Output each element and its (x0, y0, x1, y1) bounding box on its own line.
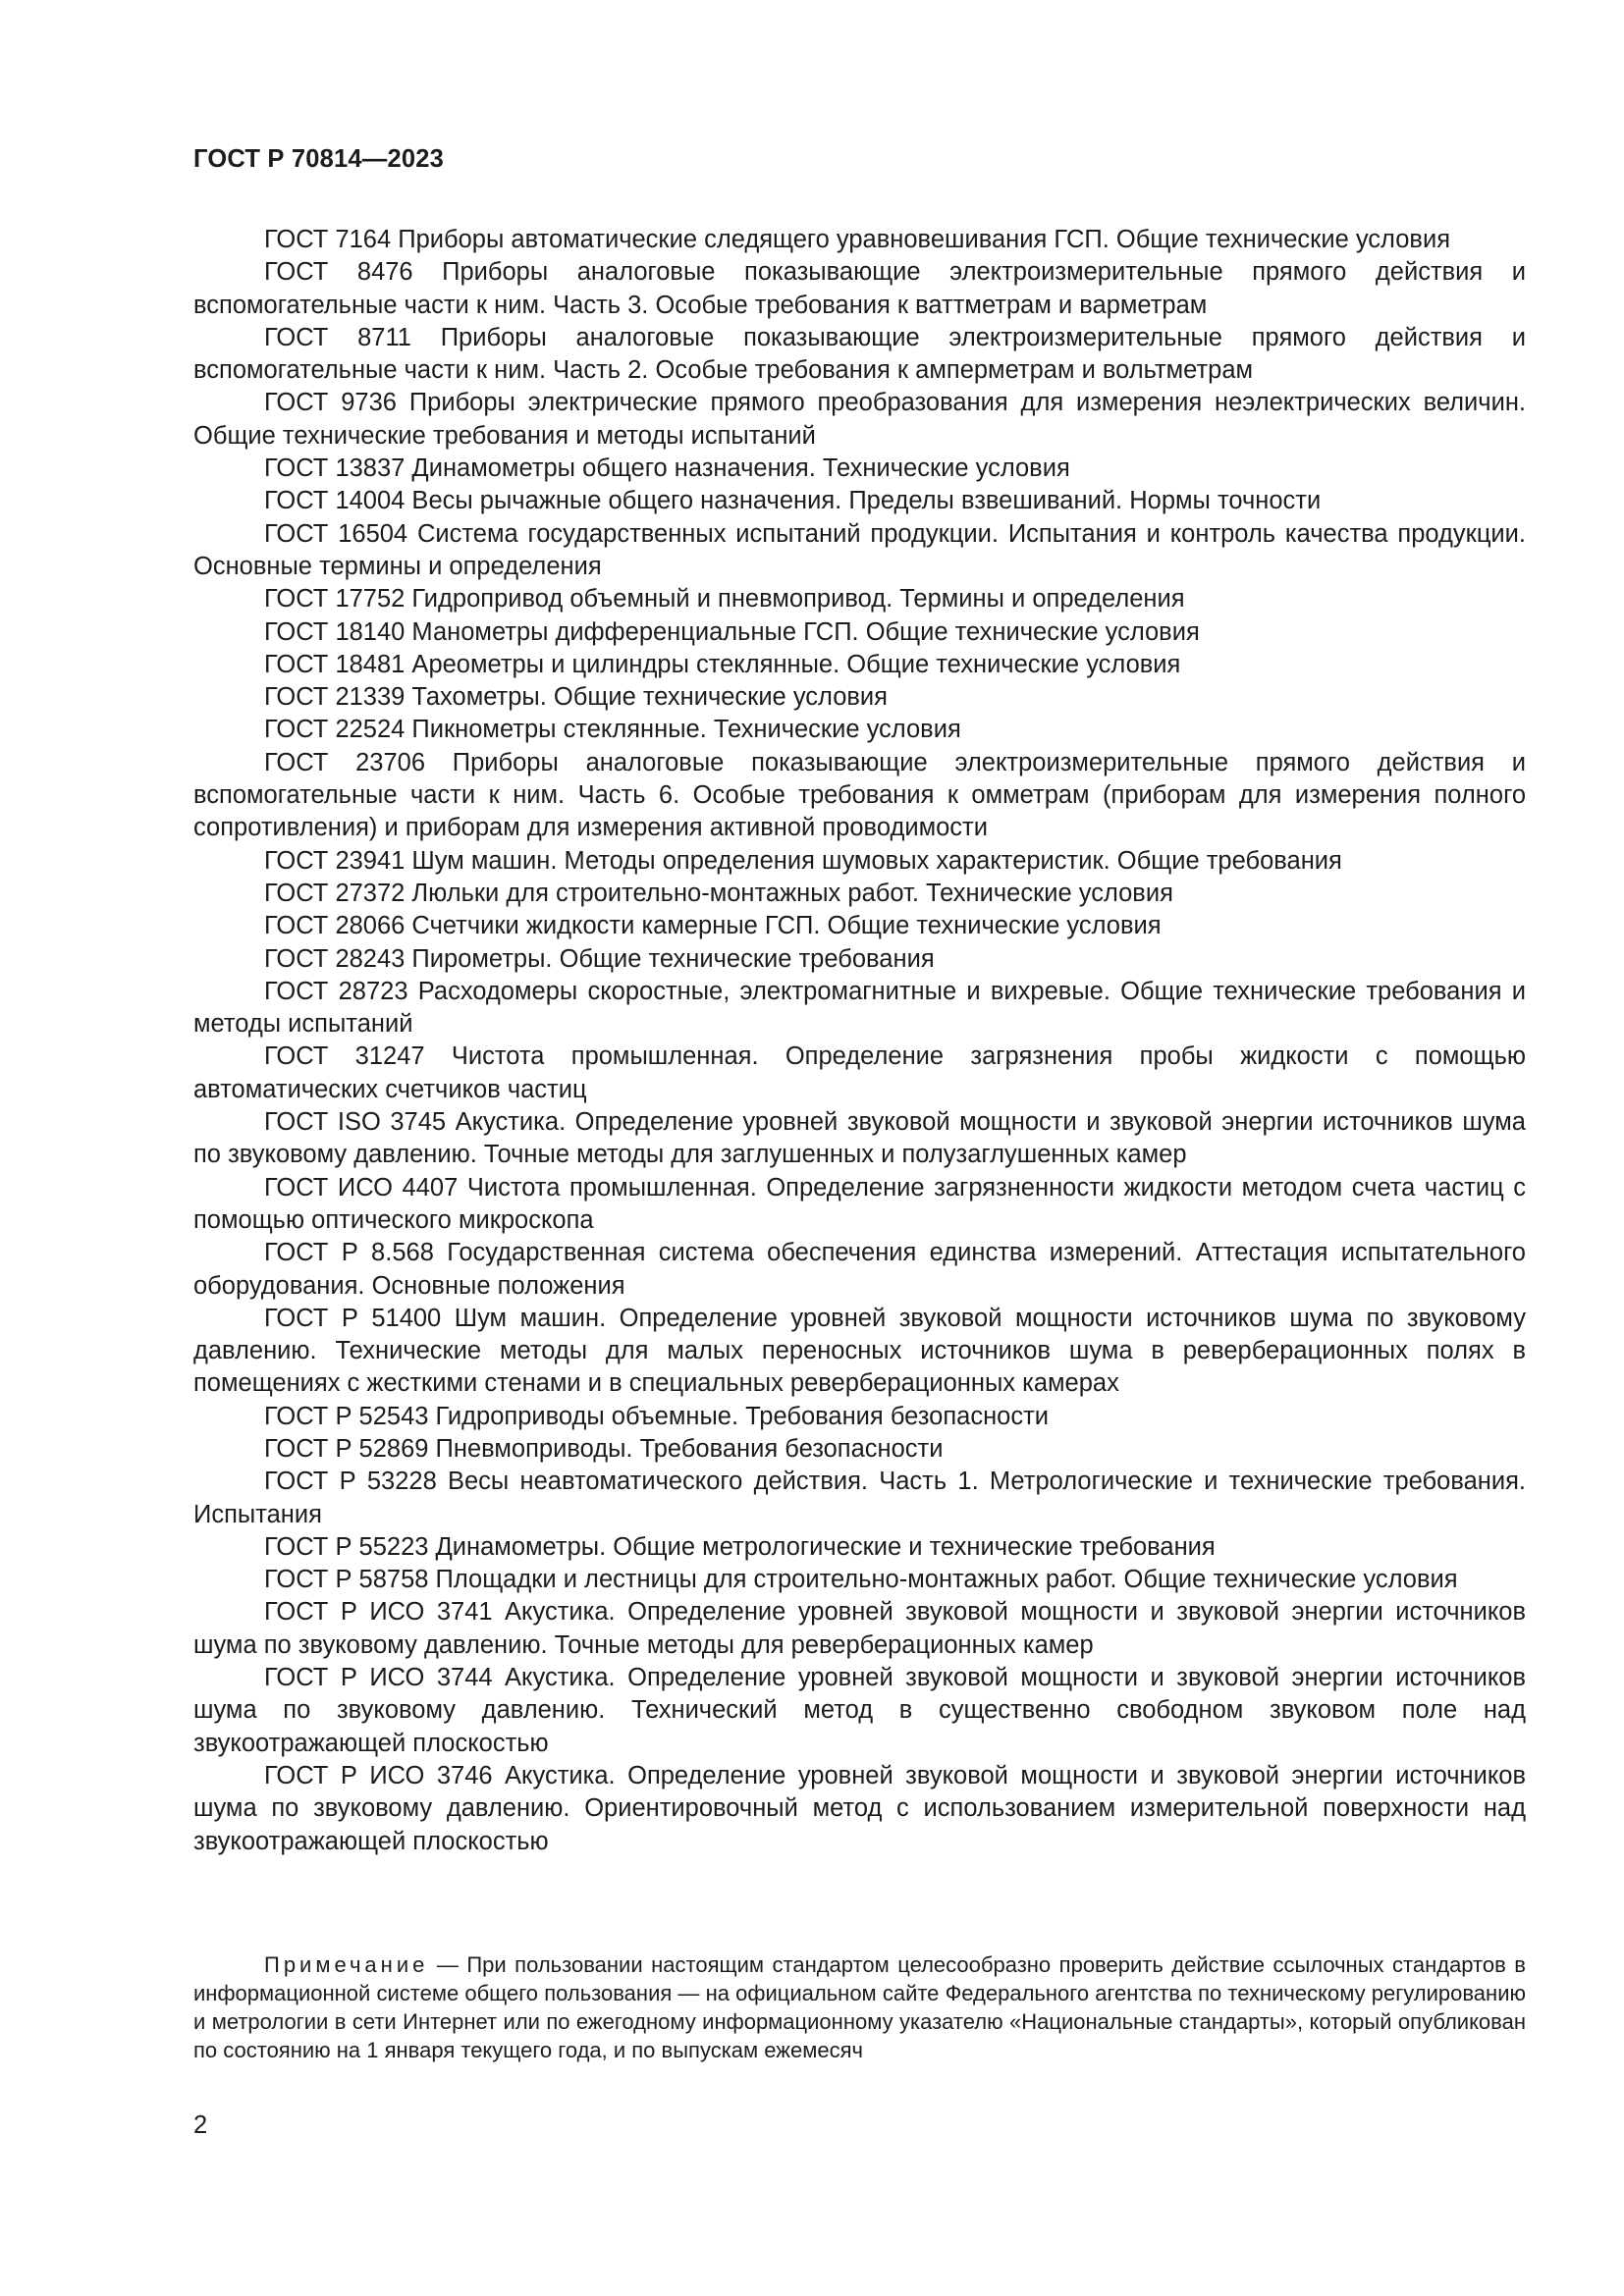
reference-item: ГОСТ 7164 Приборы автоматические следящего уравновешивания ГСП. Общие технические условия (264, 226, 1451, 253)
reference-item: ГОСТ Р 52543 Гидроприводы объемные. Требования безопасности (264, 1402, 1050, 1430)
note-text: — При пользовании настоящим стандартом целесообразно проверить действие ссылочных стандартов в информационной системе общего пользования — на официальном сайте Федерального агентства по техническому регулированию и метрологии в сети Интернет или по ежегодному информационному указателю «Национальные стандарты», который опубликован по состоянию на 1 января текущего года, и по выпускам ежемесяч (193, 1952, 1526, 2062)
reference-item: ГОСТ Р 52869 Пневмоприводы. Требования безопасности (264, 1434, 944, 1463)
reference-item: ГОСТ 9736 Приборы электрические прямого преобразования для измерения неэлектрических величин. Общие технические требования и методы испытаний (193, 389, 1526, 450)
reference-item: ГОСТ Р 55223 Динамометры. Общие метрологические и технические требования (264, 1532, 1216, 1561)
reference-item: ГОСТ Р 58758 Площадки и лестницы для строительно-монтажных работ. Общие технические условия (264, 1566, 1458, 1594)
reference-item: ГОСТ Р 51400 Шум машин. Определение уровней звуковой мощности источников шума по звуковому давлению. Технические методы для малых переносных источников шума в реверберационных полях в помещениях с жесткими стенами и в специальных реверберационных камерах (193, 1304, 1526, 1398)
reference-item: ГОСТ Р ИСО 3746 Акустика. Определение уровней звуковой мощности и звуковой энергии источников шума по звуковому давлению. Ориентировочный метод с использованием измерительной поверхности над звукоотражающей плоскостью (193, 1761, 1526, 1855)
page-number: 2 (193, 2111, 208, 2139)
note-paragraph (193, 1950, 1526, 2064)
reference-item: ГОСТ ISO 3745 Акустика. Определение уровней звуковой мощности и звуковой энергии источников шума по звуковому давлению. Точные методы для заглушенных и полузаглушенных камер (193, 1108, 1526, 1169)
reference-item: ГОСТ Р ИСО 3741 Акустика. Определение уровней звуковой мощности и звуковой энергии источников шума по звуковому давлению. Точные методы для реверберационных камер (193, 1598, 1526, 1659)
standard-code-header: ГОСТ Р 70814—2023 (193, 145, 445, 173)
reference-item: ГОСТ 28243 Пирометры. Общие технические требования (264, 944, 935, 973)
note-label: Примечание (264, 1952, 429, 1977)
reference-item: ГОСТ 18481 Ареометры и цилиндры стеклянные. Общие технические условия (264, 650, 1181, 678)
reference-item: ГОСТ Р ИСО 3744 Акустика. Определение уровней звуковой мощности и звуковой энергии источников шума по звуковому давлению. Технический метод в существенно свободном звуковом поле над звукоотражающей плоскостью (193, 1664, 1526, 1757)
reference-item: ГОСТ 8476 Приборы аналоговые показывающие электроизмерительные прямого действия и вспомогательные части к ним. Часть 3. Особые требования к ваттметрам и варметрам (193, 258, 1526, 319)
reference-item: ГОСТ 23706 Приборы аналоговые показывающие электроизмерительные прямого действия и вспомогательные части к ним. Часть 6. Особые требования к омметрам (приборам для измерения полного сопротивления) и приборам для измерения активной проводимости (193, 748, 1526, 842)
reference-item: ГОСТ 22524 Пикнометры стеклянные. Технические условия (264, 716, 961, 744)
reference-item: ГОСТ 28066 Счетчики жидкости камерные ГСП. Общие технические условия (264, 912, 1162, 940)
reference-item: ГОСТ 14004 Весы рычажные общего назначения. Пределы взвешиваний. Нормы точности (264, 487, 1322, 515)
reference-item: ГОСТ ИСО 4407 Чистота промышленная. Определение загрязненности жидкости методом счета частиц с помощью оптического микроскопа (193, 1173, 1526, 1234)
reference-item: ГОСТ 13837 Динамометры общего назначения. Технические условия (264, 454, 1070, 483)
reference-item: ГОСТ 28723 Расходомеры скоростные, электромагнитные и вихревые. Общие технические требования и методы испытаний (193, 977, 1526, 1039)
reference-item: ГОСТ 23941 Шум машин. Методы определения шумовых характеристик. Общие требования (264, 846, 1342, 875)
reference-item: ГОСТ 21339 Тахометры. Общие технические условия (264, 683, 888, 712)
normative-references-list (193, 224, 1526, 1858)
reference-item: ГОСТ 18140 Манометры дифференциальные ГСП. Общие технические условия (264, 617, 1200, 646)
reference-item: ГОСТ 27372 Люльки для строительно-монтажных работ. Технические условия (264, 879, 1173, 907)
reference-item: ГОСТ 16504 Система государственных испытаний продукции. Испытания и контроль качества продукции. Основные термины и определения (193, 519, 1526, 580)
reference-item: ГОСТ 17752 Гидропривод объемный и пневмопривод. Термины и определения (264, 585, 1185, 614)
reference-item: ГОСТ 31247 Чистота промышленная. Определение загрязнения пробы жидкости с помощью автоматических счетчиков частиц (193, 1042, 1526, 1103)
reference-item: ГОСТ Р 8.568 Государственная система обеспечения единства измерений. Аттестация испытательного оборудования. Основные положения (193, 1239, 1526, 1300)
reference-item: ГОСТ Р 53228 Весы неавтоматического действия. Часть 1. Метрологические и технические требования. Испытания (193, 1468, 1526, 1528)
reference-item: ГОСТ 8711 Приборы аналоговые показывающие электроизмерительные прямого действия и вспомогательные части к ним. Часть 2. Особые требования к амперметрам и вольтметрам (193, 323, 1526, 385)
